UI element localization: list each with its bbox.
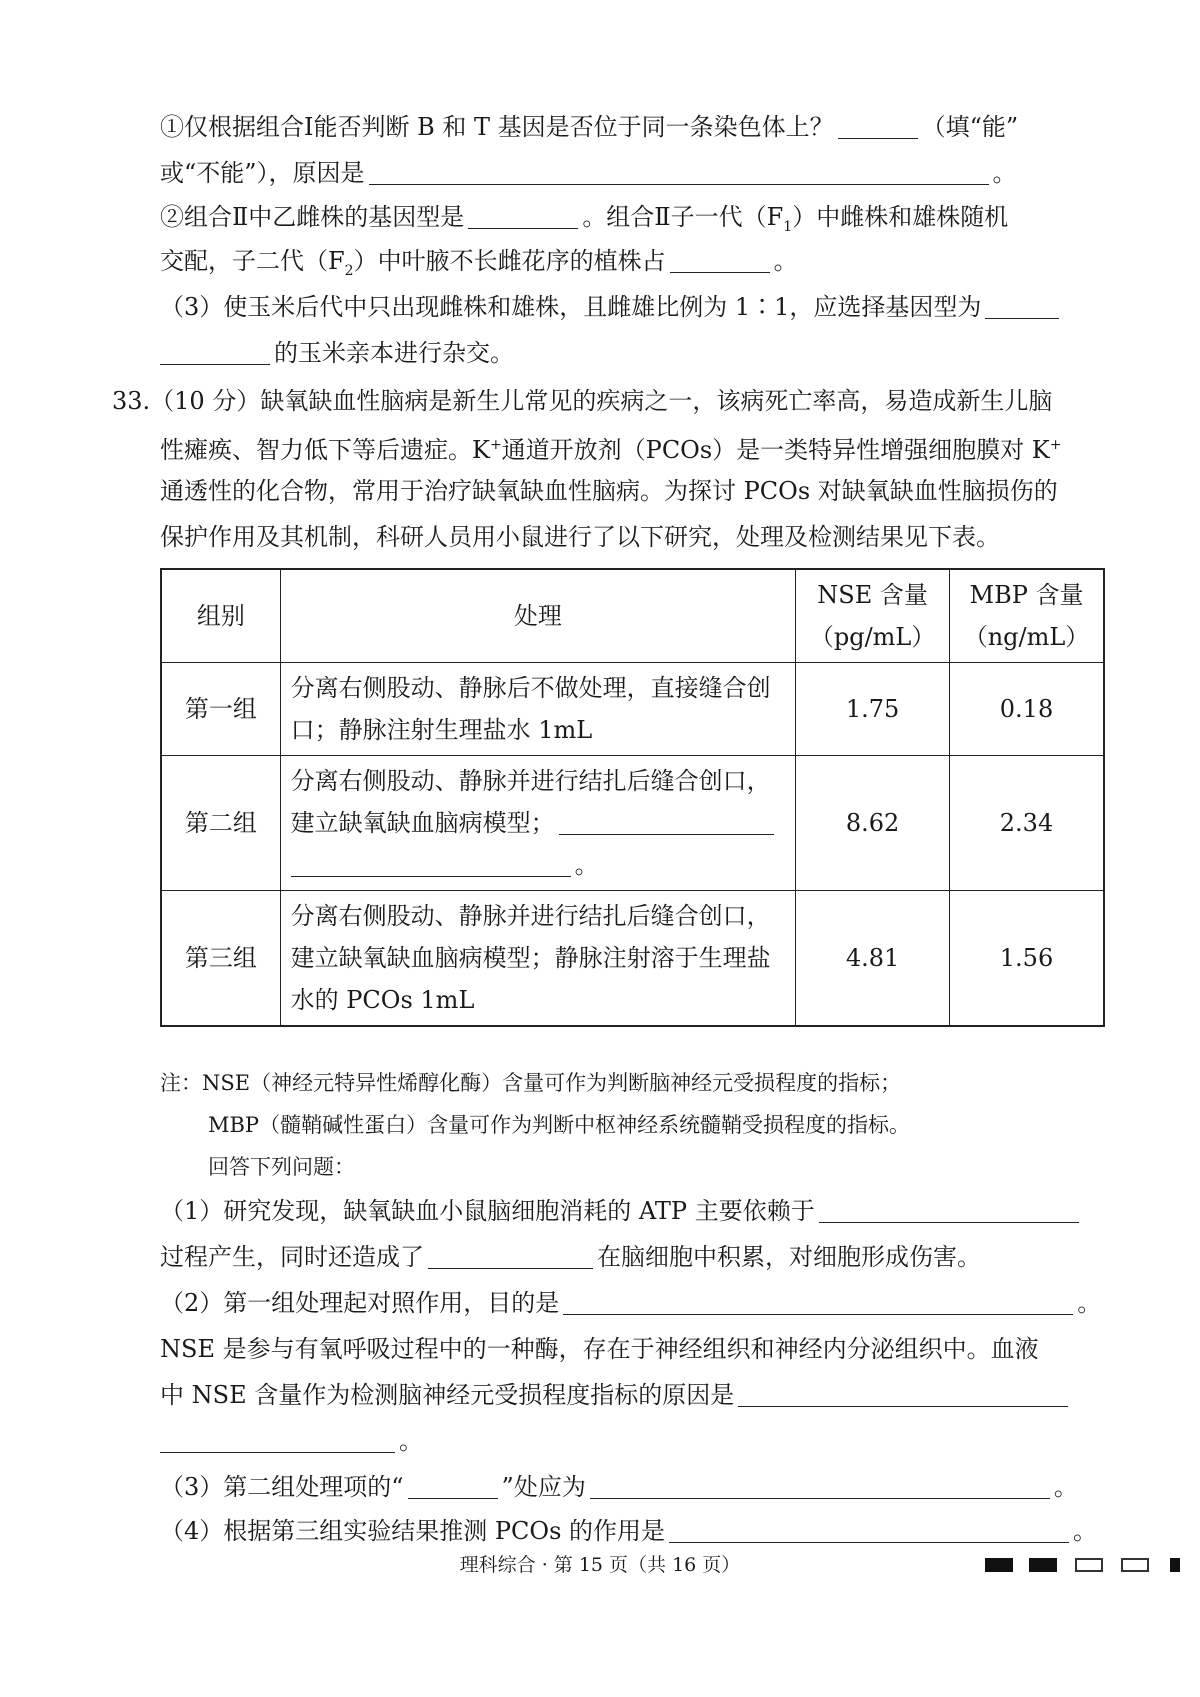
- text: 在脑细胞中积累，对细胞形成伤害。: [597, 1243, 981, 1271]
- q33-sub3-line: [160, 1470, 1110, 1504]
- cell-proc: [280, 663, 796, 756]
- text: （1）研究发现，缺氧缺血小鼠脑细胞消耗的 ATP 主要依赖于: [160, 1197, 815, 1225]
- q33-sub4-line: [160, 1514, 1110, 1548]
- answer-blank[interactable]: [160, 1426, 395, 1453]
- text: 33.（10 分）缺氧缺血性脑病是新生儿常见的疾病之一，该病死亡率高，易造成新生儿脑: [112, 387, 1053, 415]
- cell-proc: [280, 891, 796, 1027]
- cell-proc: [280, 756, 796, 891]
- cell-mbp: 0.18: [950, 663, 1104, 756]
- text: （填“能”: [921, 113, 1019, 141]
- header-proc: 处理: [280, 569, 796, 663]
- text: 。: [574, 851, 599, 879]
- q33-line-4: [160, 520, 1110, 554]
- text: 交配，子二代（F: [160, 247, 345, 275]
- cell-group: 第二组: [161, 756, 280, 891]
- text: （ng/mL）: [963, 623, 1090, 651]
- table-row: [161, 756, 1104, 891]
- header-mbp: [950, 569, 1104, 663]
- q32-line-6: [160, 336, 1110, 370]
- results-table: [160, 568, 1105, 1027]
- text: （3）使玉米后代中只出现雌株和雄株，且雌雄比例为 1∶1，应选择基因型为: [160, 293, 982, 321]
- text: 的玉米亲本进行杂交。: [274, 339, 514, 367]
- answer-blank[interactable]: [985, 292, 1059, 319]
- filled-mark-icon: [985, 1558, 1013, 1572]
- text: 水的 PCOs 1mL: [290, 986, 475, 1014]
- text: 分离右侧股动、静脉后不做处理，直接缝合创: [290, 674, 771, 702]
- text: （3）第二组处理项的“: [160, 1473, 404, 1501]
- answer-blank[interactable]: [838, 112, 918, 139]
- q32-line-2: [160, 156, 1110, 190]
- header-nse: [796, 569, 950, 663]
- text: 。: [1077, 1289, 1102, 1317]
- text: 中 NSE 含量作为检测脑神经元受损程度指标的原因是: [160, 1381, 735, 1409]
- text: 。: [399, 1427, 423, 1455]
- text: 或“不能”），原因是: [160, 159, 365, 187]
- q33-line-2: [160, 428, 1110, 467]
- table-row: [161, 891, 1104, 1027]
- note-1: [160, 1066, 1110, 1100]
- q33-sub2-line-2: [160, 1332, 1110, 1366]
- text: 。: [1073, 1517, 1098, 1545]
- filled-mark-icon: [1029, 1558, 1057, 1572]
- answer-blank[interactable]: [738, 1380, 1068, 1407]
- text: 分离右侧股动、静脉并进行结扎后缝合创口，: [290, 767, 771, 795]
- answer-blank[interactable]: [160, 338, 270, 365]
- q33-sub2-line-1: [160, 1286, 1110, 1320]
- text: ”处应为: [501, 1473, 586, 1501]
- text: 过程产生，同时还造成了: [160, 1243, 424, 1271]
- answer-blank[interactable]: [428, 1242, 593, 1269]
- q32-line-3: [160, 200, 1110, 244]
- header-group: 组别: [161, 569, 280, 663]
- text: ①仅根据组合Ⅰ能否判断 B 和 T 基因是否位于同一条染色体上？: [160, 113, 834, 141]
- answer-blank[interactable]: [291, 850, 571, 877]
- answer-blank[interactable]: [819, 1196, 1079, 1223]
- text: MBP（髓鞘碱性蛋白）含量可作为判断中枢神经系统髓鞘受损程度的指标。: [208, 1113, 911, 1137]
- text: 建立缺氧缺血脑病模型；: [290, 809, 555, 837]
- text: 。: [1053, 1473, 1078, 1501]
- answer-blank[interactable]: [669, 1516, 1069, 1543]
- answer-blank[interactable]: [590, 1472, 1050, 1499]
- text: （pg/mL）: [809, 623, 936, 651]
- superscript: +: [1049, 437, 1062, 453]
- table-row: [161, 663, 1104, 756]
- text: 通透性的化合物，常用于治疗缺氧缺血性脑病。为探讨 PCOs 对缺氧缺血性脑损伤的: [160, 477, 1058, 505]
- text: NSE 是参与有氧呼吸过程中的一种酶，存在于神经组织和神经内分泌组织中。血液: [160, 1335, 1039, 1363]
- text: 保护作用及其机制，科研人员用小鼠进行了以下研究，处理及检测结果见下表。: [160, 523, 1000, 551]
- filled-mark-icon: [1170, 1558, 1180, 1572]
- q32-line-5: [160, 290, 1110, 324]
- text: 。: [773, 247, 798, 275]
- cell-mbp: 1.56: [950, 891, 1104, 1027]
- table-header-row: [161, 569, 1104, 663]
- q33-line-1: [112, 384, 1110, 418]
- answer-blank[interactable]: [563, 1288, 1073, 1315]
- text: 建立缺氧缺血脑病模型；静脉注射溶于生理盐: [290, 944, 771, 972]
- text: 分离右侧股动、静脉并进行结扎后缝合创口，: [290, 902, 771, 930]
- text: 。: [992, 159, 1017, 187]
- text: 。组合Ⅱ子一代（F: [582, 203, 784, 231]
- cell-nse: 8.62: [796, 756, 950, 891]
- q33-line-3: [160, 474, 1110, 508]
- text: 性瘫痪、智力低下等后遗症。K: [160, 436, 490, 464]
- answer-blank[interactable]: [369, 158, 989, 185]
- q33-sub1-line-2: [160, 1240, 1110, 1274]
- text: 通道开放剂（PCOs）是一类特异性增强细胞膜对 K: [501, 436, 1050, 464]
- q33-sub2-line-3: [160, 1378, 1110, 1412]
- text: ）中雌株和雄株随机: [792, 203, 1009, 231]
- text: MBP 含量: [969, 581, 1084, 609]
- note-2: [208, 1108, 1110, 1142]
- text: （2）第一组处理起对照作用，目的是: [160, 1289, 560, 1317]
- subscript: 2: [344, 262, 354, 279]
- cell-nse: 1.75: [796, 663, 950, 756]
- cell-group: 第一组: [161, 663, 280, 756]
- text: 注：NSE（神经元特异性烯醇化酶）含量可作为判断脑神经元受损程度的指标；: [160, 1071, 902, 1095]
- q33-sub1-line-1: [160, 1194, 1110, 1228]
- answer-blank[interactable]: [408, 1472, 498, 1499]
- note-3: [208, 1150, 1110, 1184]
- text: NSE 含量: [817, 581, 928, 609]
- page-footer: 理科综合 · 第 15 页（共 16 页）: [459, 1554, 741, 1576]
- q33-sub2-line-4: [160, 1424, 1110, 1458]
- cell-nse: 4.81: [796, 891, 950, 1027]
- text: ）中叶腋不长雌花序的植株占: [353, 247, 666, 275]
- superscript: +: [489, 437, 502, 453]
- text: 口；静脉注射生理盐水 1mL: [290, 716, 593, 744]
- open-mark-icon: [1121, 1558, 1149, 1572]
- open-mark-icon: [1075, 1558, 1103, 1572]
- cell-group: 第三组: [161, 891, 280, 1027]
- text: （4）根据第三组实验结果推测 PCOs 的作用是: [160, 1517, 666, 1545]
- answer-blank[interactable]: [468, 202, 578, 229]
- q32-line-1: [160, 110, 1110, 144]
- subscript: 1: [783, 218, 793, 235]
- text: ②组合Ⅱ中乙雌株的基因型是: [160, 203, 465, 231]
- text: 回答下列问题：: [208, 1155, 355, 1179]
- answer-blank[interactable]: [670, 246, 770, 273]
- answer-blank[interactable]: [559, 808, 774, 835]
- cell-mbp: 2.34: [950, 756, 1104, 891]
- q32-line-4: [160, 244, 1110, 288]
